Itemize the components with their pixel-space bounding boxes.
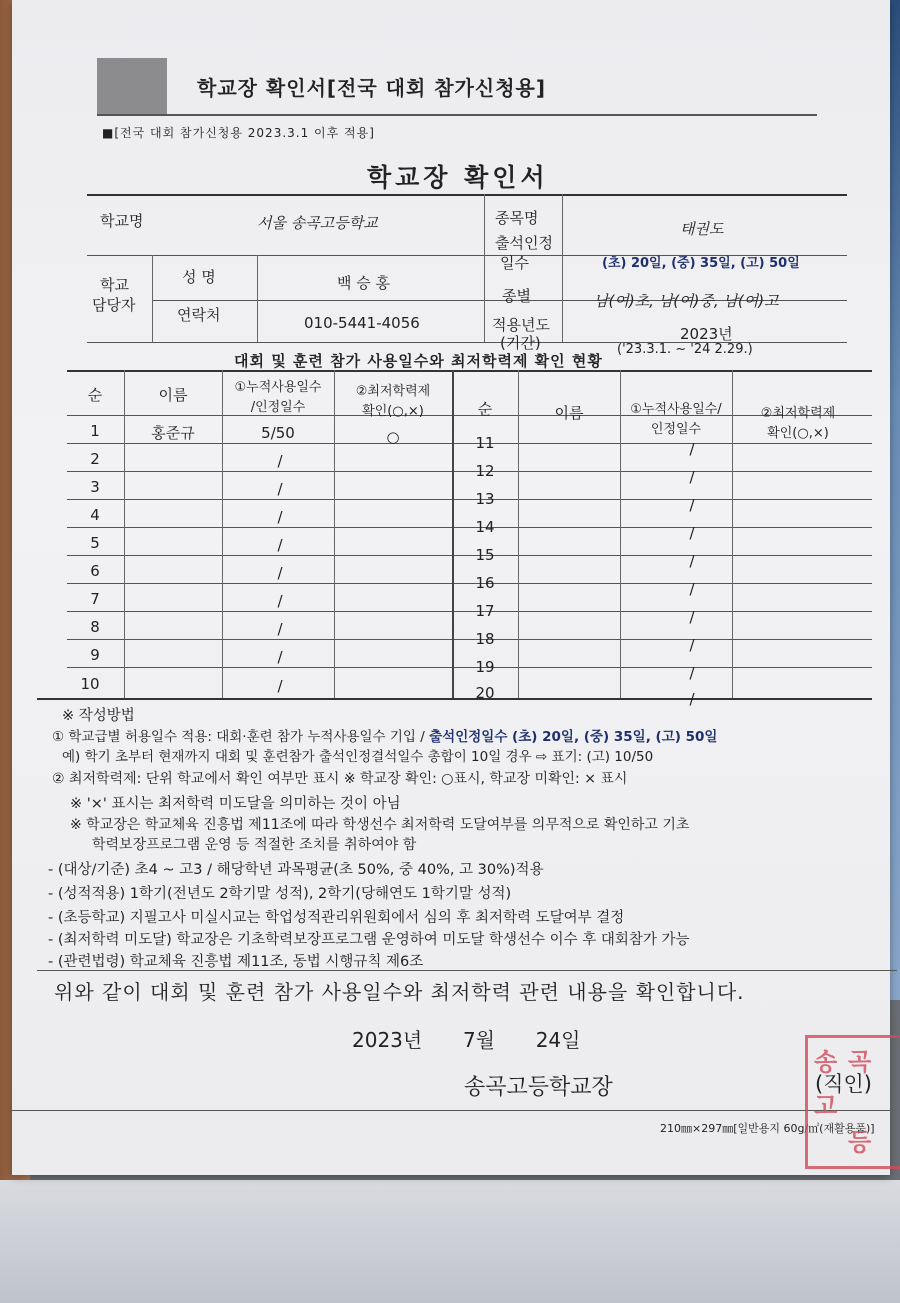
sport-label: 종목명 xyxy=(495,209,539,227)
table-col-line xyxy=(222,370,223,698)
note-4b: 학력보장프로그램 운영 등 적절한 조치를 취하여야 함 xyxy=(92,837,417,853)
note-9: - (관련법령) 학교체육 진흥법 제11조, 동법 시행규칙 제6조 xyxy=(48,954,424,970)
name-label: 성 명 xyxy=(182,268,216,286)
table-col-line xyxy=(732,370,733,698)
row-check: ○ xyxy=(386,428,400,446)
date-year: 2023년 xyxy=(352,1028,423,1052)
school-label: 학교명 xyxy=(100,212,144,230)
row-days: / xyxy=(689,524,695,542)
row-no: 6 xyxy=(90,562,100,580)
info-top-border xyxy=(87,194,847,196)
notes-heading: ※ 작성방법 xyxy=(62,708,135,724)
note-7: - (초등학교) 지필고사 미실시교는 학업성적관리위원회에서 심의 후 최저학력 도달여부 결정 xyxy=(48,910,625,926)
school-value: 서울 송곡고등학교 xyxy=(257,214,378,232)
row-days: / xyxy=(689,468,695,486)
notes-bottom-rule xyxy=(37,970,897,971)
note-3: ※ '×' 표시는 최저학력 미도달을 의미하는 것이 아님 xyxy=(70,796,401,812)
declaration: 위와 같이 대회 및 훈련 참가 사용일수와 최저학력 관련 내용을 확인합니다. xyxy=(54,980,745,1004)
manager-label-1: 학교 xyxy=(100,276,129,294)
r-col-days-header-1: ①누적사용일수/ xyxy=(630,402,722,417)
row-days: / xyxy=(689,496,695,514)
official-seal xyxy=(805,1035,900,1169)
row-days: / xyxy=(277,564,283,582)
seal-glyph-2: 곡 xyxy=(848,1048,872,1076)
note-8: - (최저학력 미도달) 학교장은 기초학력보장프로그램 운영하여 미도달 학생선수 이수 후 대회참가 가능 xyxy=(48,932,690,948)
row-no: 18 xyxy=(475,630,495,648)
col-days-header-2: /인정일수 xyxy=(250,400,306,415)
row-no: 1 xyxy=(90,422,100,440)
footer-paper-spec: 210㎜×297㎜[일반용지 60g/㎡(재활용품)] xyxy=(660,1122,875,1135)
header-underline xyxy=(97,114,817,116)
note-6: - (성적적용) 1학기(전년도 2학기말 성적), 2학기(당해연도 1학기말 성적) xyxy=(48,886,512,902)
category-label: 종별 xyxy=(502,287,531,305)
r-col-name-header: 이름 xyxy=(554,404,584,422)
seal-glyph-1: 송 xyxy=(814,1048,838,1076)
principal-name: 송곡고등학교장 xyxy=(464,1075,613,1100)
row-no: 2 xyxy=(90,450,100,468)
table-row-line xyxy=(67,499,872,500)
note-1-bold: 출석인정일수 (초) 20일, (중) 35일, (고) 50일 xyxy=(429,729,718,745)
period-value: ('23.3.1. ~ '24 2.29.) xyxy=(617,342,753,357)
year-value: 2023년 xyxy=(680,325,733,343)
row-no: 8 xyxy=(90,618,100,636)
row-days: / xyxy=(277,536,283,554)
row-days: / xyxy=(277,677,283,695)
col-name-header: 이름 xyxy=(158,386,188,404)
row-no: 14 xyxy=(475,518,495,536)
row-no: 17 xyxy=(475,602,495,620)
row-no: 19 xyxy=(475,658,495,676)
note-1-example: 예) 학기 초부터 현재까지 대회 및 훈련참가 출석인정결석일수 총합이 10일 경우 ⇨ 표기: (고) 10/50 xyxy=(62,749,654,765)
contact-label: 연락처 xyxy=(177,306,221,324)
seal-label: (직인) xyxy=(815,1072,872,1096)
note-1-text: ① 학교급별 허용일수 적용: 대회·훈련 참가 누적사용일수 기입 / xyxy=(52,729,430,745)
info-vline-1 xyxy=(152,255,153,342)
table-row-line xyxy=(67,583,872,584)
table-header-divider xyxy=(67,415,872,416)
info-vline-2 xyxy=(257,255,258,342)
table-row-line xyxy=(67,443,872,444)
table-col-line xyxy=(518,370,519,698)
table-row-line xyxy=(67,611,872,612)
table-row-line xyxy=(67,471,872,472)
header-box xyxy=(97,58,837,120)
col-check-header-1: ②최저학력제 xyxy=(355,384,431,399)
table-col-line xyxy=(124,370,125,698)
r-col-no-header: 순 xyxy=(477,400,493,418)
row-no: 7 xyxy=(90,590,100,608)
attend-label-1: 출석인정 xyxy=(495,234,553,252)
row-no: 4 xyxy=(90,506,100,524)
sport-value: 태권도 xyxy=(680,220,724,238)
row-days: / xyxy=(689,580,695,598)
row-no: 12 xyxy=(475,462,495,480)
note-5: - (대상/기준) 초4 ~ 고3 / 해당학년 과목평균(초 50%, 중 40%, 고 30%)적용 xyxy=(48,862,544,878)
note-1 xyxy=(52,725,717,745)
document-title: 학교장 확인서 xyxy=(367,163,549,192)
contact-value: 010-5441-4056 xyxy=(304,314,420,332)
date xyxy=(352,1024,580,1053)
table-row-line xyxy=(67,555,872,556)
table-bottom-border xyxy=(37,698,872,700)
row-days: / xyxy=(277,620,283,638)
note-4a: ※ 학교장은 학교체육 진흥법 제11조에 따라 학생선수 최저학력 도달여부를 의무적으로 확인하고 기초 xyxy=(70,817,690,833)
row-days: / xyxy=(277,592,283,610)
year-label-1: 적용년도 xyxy=(492,316,550,334)
subheader: ■[전국 대회 참가신청용 2023.3.1 이후 적용] xyxy=(102,126,375,140)
row-days: / xyxy=(277,508,283,526)
table-row-line xyxy=(67,527,872,528)
status-title: 대회 및 훈련 참가 사용일수와 최저학력제 확인 현황 xyxy=(234,352,603,370)
row-days: / xyxy=(689,664,695,682)
row-days: / xyxy=(689,552,695,570)
category-value: 남(여)초, 남(여)중, 남(여)고 xyxy=(594,292,779,310)
row-days: / xyxy=(277,480,283,498)
footer-rule xyxy=(12,1110,890,1111)
row-no: 13 xyxy=(475,490,495,508)
manager-label-2: 담당자 xyxy=(92,296,136,314)
row-no: 3 xyxy=(90,478,100,496)
row-days: / xyxy=(277,648,283,666)
row-name: 홍준규 xyxy=(151,424,195,442)
note-2: ② 최저학력제: 단위 학교에서 확인 여부만 표시 ※ 학교장 확인: ○표시, 학교장 미확인: × 표시 xyxy=(52,771,628,787)
col-no-header: 순 xyxy=(87,386,103,404)
col-days-header-1: ①누적사용일수 xyxy=(234,380,322,395)
table-top-border xyxy=(67,370,872,372)
header-title: 학교장 확인서[전국 대회 참가신청용] xyxy=(197,76,546,100)
row-days: / xyxy=(689,690,695,708)
row-days: / xyxy=(689,440,695,458)
table-col-line xyxy=(620,370,621,698)
row-no: 9 xyxy=(90,646,100,664)
name-value: 백 승 홍 xyxy=(337,274,391,292)
col-check-header-2: 확인(○,×) xyxy=(362,404,424,419)
row-days: / xyxy=(277,452,283,470)
row-no: 20 xyxy=(475,684,495,702)
seal-glyph-3: 고 xyxy=(814,1092,838,1120)
row-no: 10 xyxy=(80,675,100,693)
row-no: 11 xyxy=(475,434,495,452)
row-no: 16 xyxy=(475,574,495,592)
row-days: / xyxy=(689,608,695,626)
table-col-line xyxy=(334,370,335,698)
info-vline-3 xyxy=(484,194,485,342)
row-no: 15 xyxy=(475,546,495,564)
row-no: 5 xyxy=(90,534,100,552)
date-month: 7월 xyxy=(462,1028,495,1052)
document-page xyxy=(12,0,890,1175)
date-day: 24일 xyxy=(535,1028,581,1052)
r-col-days-header-2: 인정일수 xyxy=(650,422,702,437)
r-col-check-header-2: 확인(○,×) xyxy=(767,426,829,441)
year-label-2: (기간) xyxy=(500,334,541,352)
attend-label-2: 일수 xyxy=(500,254,529,272)
row-days: 5/50 xyxy=(261,424,295,442)
header-grey-block xyxy=(97,58,167,114)
row-days: / xyxy=(689,636,695,654)
background-table xyxy=(0,1180,900,1303)
table-row-line xyxy=(67,667,872,668)
attend-value: (초) 20일, (중) 35일, (고) 50일 xyxy=(602,256,800,271)
table-col-line xyxy=(452,370,454,698)
table-row-line xyxy=(67,639,872,640)
seal-glyph-4: 등 xyxy=(848,1128,872,1156)
info-vline-4 xyxy=(562,194,563,342)
r-col-check-header-1: ②최저학력제 xyxy=(760,406,836,421)
